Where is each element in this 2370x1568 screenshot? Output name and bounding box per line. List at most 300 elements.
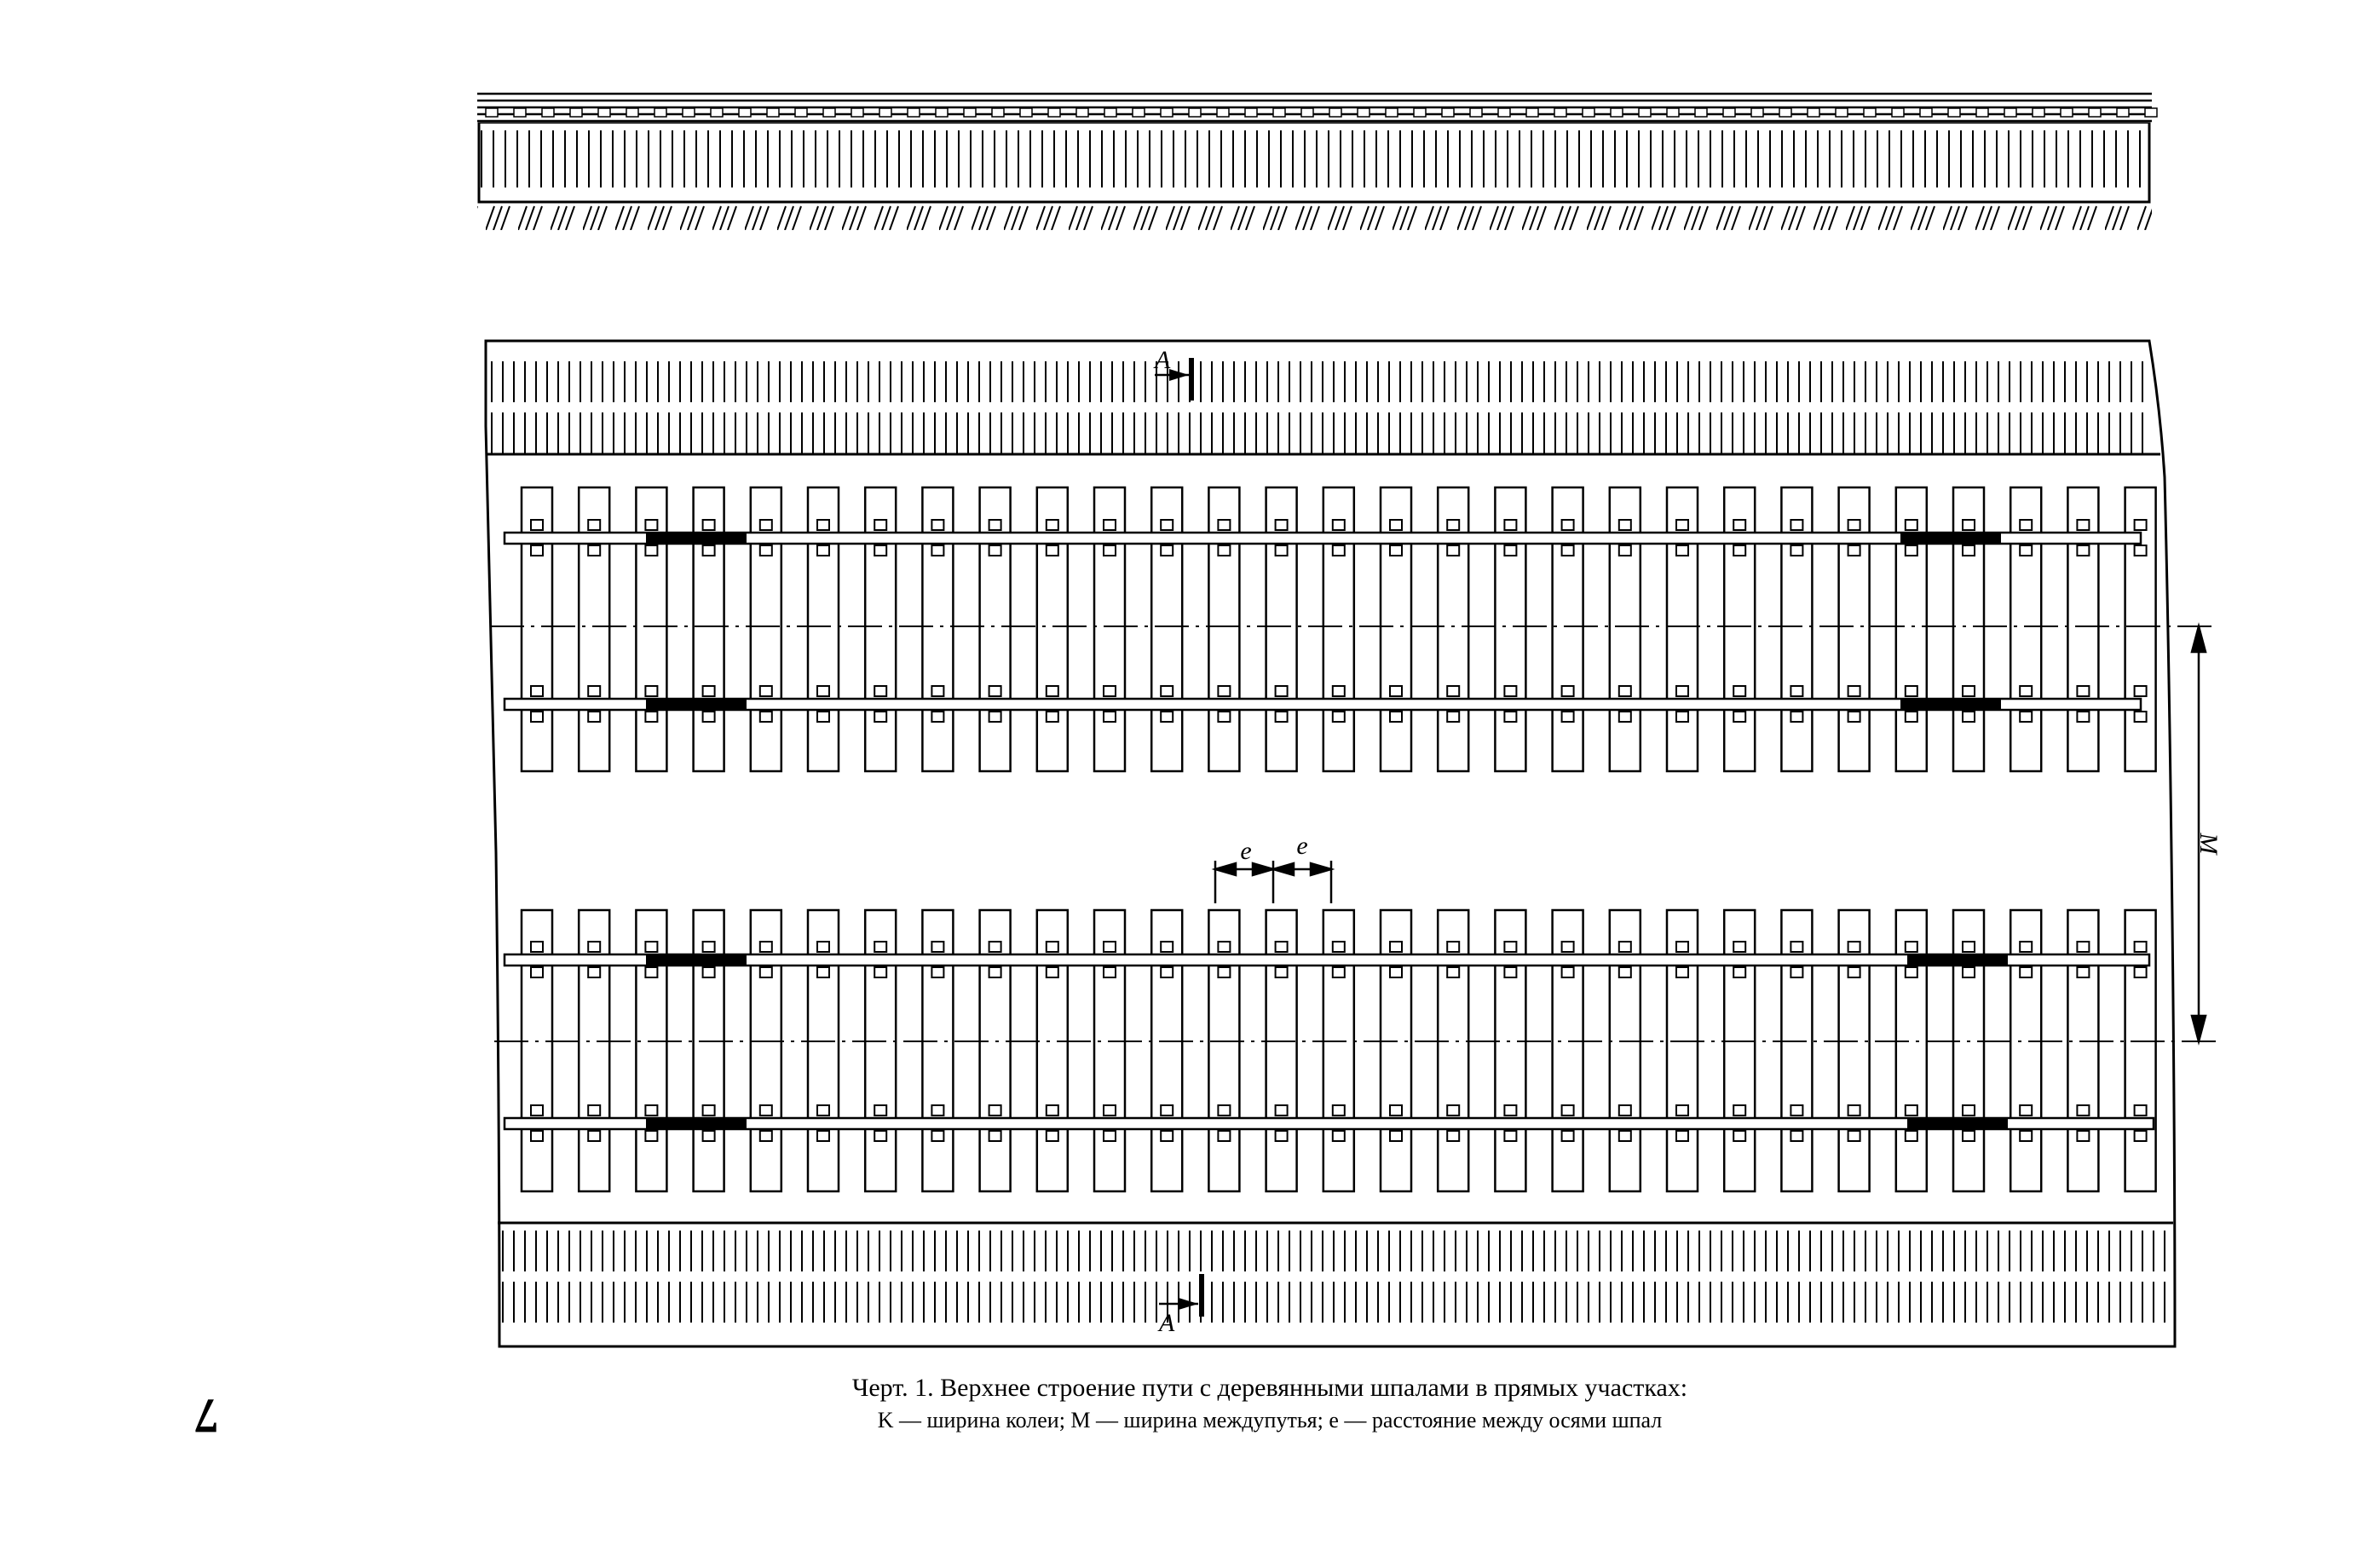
fastening	[645, 545, 657, 556]
sleeper-end	[1273, 108, 1285, 117]
fastening	[2077, 1131, 2089, 1141]
fastening	[1676, 545, 1688, 556]
sleeper-end	[1639, 108, 1651, 117]
fastening	[588, 1131, 600, 1141]
fastening	[2135, 712, 2147, 722]
fastening	[1333, 1131, 1345, 1141]
sleeper-end	[2061, 108, 2073, 117]
fastening	[2020, 1131, 2032, 1141]
fastening	[1047, 1105, 1058, 1115]
fastening	[2135, 686, 2147, 696]
sleeper-end	[2004, 108, 2016, 117]
fastening	[1333, 1105, 1345, 1115]
fastening	[2020, 712, 2032, 722]
fastening	[2135, 520, 2147, 530]
fastening	[1504, 967, 1516, 977]
fastening	[1676, 1131, 1688, 1141]
fastening	[1218, 686, 1230, 696]
fastening	[1619, 686, 1631, 696]
fastening	[1276, 1131, 1288, 1141]
sleeper-end	[1920, 108, 1932, 117]
sleeper-end	[1329, 108, 1341, 117]
fastening	[531, 1131, 543, 1141]
fastening	[1963, 520, 1975, 530]
fastening	[588, 942, 600, 952]
fastening	[1790, 967, 1802, 977]
fastening	[1906, 712, 1917, 722]
sleeper-end	[1217, 108, 1229, 117]
fastening	[588, 686, 600, 696]
fastening	[1562, 520, 1574, 530]
fastening	[1906, 942, 1917, 952]
fastening	[1276, 520, 1288, 530]
fastening	[1333, 545, 1345, 556]
fastening	[1447, 520, 1459, 530]
fastening	[703, 545, 715, 556]
fastening	[1733, 942, 1745, 952]
sleeper-end	[1358, 108, 1370, 117]
sleeper-end	[1695, 108, 1707, 117]
fastening	[1161, 967, 1173, 977]
fastening	[1047, 712, 1058, 722]
fastening	[1676, 942, 1688, 952]
fastening	[531, 520, 543, 530]
fastening	[931, 967, 943, 977]
sleeper-end	[1976, 108, 1988, 117]
fastening	[531, 712, 543, 722]
sleeper-end	[1386, 108, 1398, 117]
fastening	[588, 520, 600, 530]
sleeper-end	[598, 108, 610, 117]
fastening	[1790, 712, 1802, 722]
fastening	[645, 520, 657, 530]
sleeper-end	[1948, 108, 1960, 117]
fastening	[2077, 686, 2089, 696]
fastening	[1963, 942, 1975, 952]
fastening	[2077, 942, 2089, 952]
fastening	[1619, 1131, 1631, 1141]
sleeper-end	[1808, 108, 1819, 117]
fastening	[1504, 1105, 1516, 1115]
fastening	[1047, 942, 1058, 952]
sleeper-end	[1526, 108, 1538, 117]
fastening	[1733, 520, 1745, 530]
fastening	[1733, 712, 1745, 722]
fastening	[1906, 545, 1917, 556]
fastening	[1733, 1131, 1745, 1141]
sleeper-end	[1751, 108, 1763, 117]
fastening	[1104, 712, 1116, 722]
sleeper-end	[2033, 108, 2044, 117]
fastening	[989, 942, 1001, 952]
sleeper-end	[1723, 108, 1735, 117]
fastening	[1619, 520, 1631, 530]
fastening	[1619, 967, 1631, 977]
fastening	[1047, 967, 1058, 977]
fastening	[1906, 1105, 1917, 1115]
fastening	[703, 942, 715, 952]
fastening	[1504, 686, 1516, 696]
fastening	[1333, 942, 1345, 952]
sleeper-end	[2145, 108, 2157, 117]
fastening	[1790, 686, 1802, 696]
fastening	[703, 1131, 715, 1141]
fastening	[531, 686, 543, 696]
fastening	[1390, 942, 1402, 952]
fastening	[1104, 686, 1116, 696]
sleeper-end	[1133, 108, 1145, 117]
fastening	[1161, 545, 1173, 556]
fastening	[1963, 686, 1975, 696]
sleeper-end	[570, 108, 582, 117]
fastening	[1504, 545, 1516, 556]
fastening	[1676, 1105, 1688, 1115]
fastening	[1848, 942, 1860, 952]
figure-caption-legend: K — ширина колеи; M — ширина междупутья; e — расстояние между осями шпал	[877, 1408, 1663, 1433]
sleeper-end	[626, 108, 638, 117]
fastening	[1790, 520, 1802, 530]
fastening	[1619, 712, 1631, 722]
sleeper-end	[1020, 108, 1032, 117]
fastening	[1963, 967, 1975, 977]
sleeper-end	[739, 108, 751, 117]
fastening	[1218, 545, 1230, 556]
section-mark-top-label: A	[1155, 346, 1171, 374]
fastening	[1276, 967, 1288, 977]
fastening	[588, 712, 600, 722]
fastening	[1104, 1131, 1116, 1141]
fastening	[2020, 686, 2032, 696]
fastening	[2077, 520, 2089, 530]
sleeper-end	[1892, 108, 1904, 117]
fastening	[1218, 1105, 1230, 1115]
fastening	[1562, 967, 1574, 977]
fastening	[1047, 686, 1058, 696]
fastening	[760, 1131, 772, 1141]
fastening	[1276, 712, 1288, 722]
fastening	[2020, 942, 2032, 952]
fastening	[2020, 520, 2032, 530]
fastening	[2077, 712, 2089, 722]
fastening	[989, 520, 1001, 530]
fastening	[1447, 1131, 1459, 1141]
fastening	[931, 520, 943, 530]
sleeper-end	[1414, 108, 1426, 117]
fastening	[989, 712, 1001, 722]
fastening	[760, 686, 772, 696]
fastening	[645, 686, 657, 696]
fastening	[1906, 686, 1917, 696]
fastening	[2020, 545, 2032, 556]
sleeper-end	[683, 108, 695, 117]
fastening	[931, 712, 943, 722]
fastening	[1276, 1105, 1288, 1115]
sleeper-end	[1161, 108, 1173, 117]
sleeper-ends	[486, 108, 2157, 117]
dimension-e	[1215, 861, 1331, 903]
section-mark-bottom-label: A	[1159, 1309, 1175, 1337]
fastening	[1218, 1131, 1230, 1141]
sleeper-end	[2117, 108, 2129, 117]
sleeper-end	[1667, 108, 1679, 117]
sleeper-end	[1498, 108, 1510, 117]
sleeper-end	[964, 108, 976, 117]
sleeper-end	[1611, 108, 1623, 117]
fastening	[531, 1105, 543, 1115]
fastening	[817, 1105, 829, 1115]
sleeper-end	[908, 108, 920, 117]
fastening	[1333, 520, 1345, 530]
fastening	[1276, 545, 1288, 556]
fastening	[1390, 545, 1402, 556]
fastening	[1104, 545, 1116, 556]
fastening	[817, 686, 829, 696]
fastening	[1161, 942, 1173, 952]
sleeper-end	[1076, 108, 1088, 117]
fastening	[703, 520, 715, 530]
fastening	[1562, 942, 1574, 952]
fastening	[1447, 1105, 1459, 1115]
fastening	[1562, 686, 1574, 696]
sleeper-end	[1104, 108, 1116, 117]
fastening	[1104, 942, 1116, 952]
fastening	[1790, 1131, 1802, 1141]
fastening	[1562, 712, 1574, 722]
fastening	[1963, 1105, 1975, 1115]
fastening	[645, 942, 657, 952]
fastening	[1733, 686, 1745, 696]
fastening	[989, 1105, 1001, 1115]
sleeper-end	[514, 108, 526, 117]
fastening	[1276, 686, 1288, 696]
fastening	[760, 520, 772, 530]
fastening	[1104, 1105, 1116, 1115]
fastening	[989, 1131, 1001, 1141]
ballast-strip-top	[487, 351, 2149, 453]
track-1	[505, 487, 2156, 771]
fastening	[2135, 942, 2147, 952]
sleeper-end	[879, 108, 891, 117]
fastening	[874, 712, 886, 722]
fastening	[645, 967, 657, 977]
fastening	[2077, 545, 2089, 556]
fastening	[989, 545, 1001, 556]
fastening	[1790, 1105, 1802, 1115]
fastening	[817, 712, 829, 722]
fastening	[931, 942, 943, 952]
fastening	[1906, 1131, 1917, 1141]
fastening	[760, 712, 772, 722]
sleeper-end	[711, 108, 723, 117]
sleeper-end	[1583, 108, 1594, 117]
fastening	[1676, 686, 1688, 696]
fastening	[2077, 1105, 2089, 1115]
fastening	[1848, 967, 1860, 977]
fastening	[1161, 686, 1173, 696]
fastening	[588, 1105, 600, 1115]
fastening	[1676, 967, 1688, 977]
fastening	[1963, 545, 1975, 556]
fastening	[1218, 967, 1230, 977]
fastening	[1047, 520, 1058, 530]
fastening	[1848, 1105, 1860, 1115]
fastening	[2135, 967, 2147, 977]
fastening	[817, 520, 829, 530]
fastening	[1504, 712, 1516, 722]
fastening	[1619, 545, 1631, 556]
fastening	[1676, 520, 1688, 530]
fastening	[760, 942, 772, 952]
fastening	[1676, 712, 1688, 722]
fastening	[2135, 545, 2147, 556]
fastening	[931, 686, 943, 696]
fastening	[1218, 712, 1230, 722]
fastening	[703, 712, 715, 722]
fastening	[1390, 1131, 1402, 1141]
fastening	[1906, 520, 1917, 530]
spacing-e-label-1: e	[1240, 837, 1252, 865]
fastening	[2020, 1105, 2032, 1115]
sleeper-end	[1554, 108, 1566, 117]
sleeper-end	[1048, 108, 1060, 117]
fastening	[1562, 1131, 1574, 1141]
plan-view	[486, 341, 2223, 1346]
fastening	[1333, 967, 1345, 977]
fastening	[1963, 1131, 1975, 1141]
sleeper-end	[1470, 108, 1482, 117]
fastening	[931, 545, 943, 556]
fastening	[531, 545, 543, 556]
ground-hatching	[477, 205, 2152, 230]
fastening	[703, 967, 715, 977]
fastening	[1047, 1131, 1058, 1141]
sleeper-end	[1301, 108, 1313, 117]
fastening	[1161, 712, 1173, 722]
fastening	[1447, 942, 1459, 952]
fastening	[1333, 686, 1345, 696]
fastening	[874, 967, 886, 977]
sleeper-end	[2089, 108, 2101, 117]
fastening	[874, 686, 886, 696]
fastening	[874, 1131, 886, 1141]
spacing-e-label-2: e	[1296, 832, 1308, 860]
fastening	[1504, 942, 1516, 952]
sleeper-end	[486, 108, 498, 117]
fastening	[1047, 545, 1058, 556]
fastening	[1390, 686, 1402, 696]
sleeper-end	[1245, 108, 1257, 117]
fastening	[1276, 942, 1288, 952]
fastening	[531, 967, 543, 977]
sleeper-end	[823, 108, 835, 117]
fastening	[1218, 520, 1230, 530]
fastening	[1733, 1105, 1745, 1115]
fastening	[1447, 712, 1459, 722]
fastening	[1333, 712, 1345, 722]
fastening	[1848, 520, 1860, 530]
sleeper-end	[1779, 108, 1791, 117]
fastening	[1104, 967, 1116, 977]
fastening	[1619, 1105, 1631, 1115]
fastening	[1218, 942, 1230, 952]
fastening	[874, 942, 886, 952]
sleeper-end	[795, 108, 807, 117]
fastening	[874, 520, 886, 530]
fastening	[1161, 1105, 1173, 1115]
page-number: 7	[194, 1388, 219, 1444]
fastening	[760, 545, 772, 556]
fastening	[760, 967, 772, 977]
fastening	[1848, 686, 1860, 696]
fastening	[1790, 942, 1802, 952]
fastening	[1161, 520, 1173, 530]
fastening	[931, 1105, 943, 1115]
fastening	[1390, 1105, 1402, 1115]
fastening	[1963, 712, 1975, 722]
fastening	[703, 1105, 715, 1115]
fastening	[817, 1131, 829, 1141]
fastening	[531, 942, 543, 952]
fastening	[2077, 967, 2089, 977]
fastening	[1390, 520, 1402, 530]
ballast-strip-bottom	[499, 1229, 2171, 1329]
fastening	[588, 967, 600, 977]
fastening	[645, 1105, 657, 1115]
track-2	[505, 910, 2156, 1191]
sleeper-end	[936, 108, 948, 117]
fastening	[1447, 686, 1459, 696]
fastening	[817, 967, 829, 977]
fastening	[817, 942, 829, 952]
sleeper-end	[1442, 108, 1454, 117]
sleeper-end	[542, 108, 554, 117]
fastening	[2135, 1105, 2147, 1115]
fastening	[1161, 1131, 1173, 1141]
fastening	[817, 545, 829, 556]
fastening	[1848, 545, 1860, 556]
fastening	[1848, 1131, 1860, 1141]
fastening	[1504, 520, 1516, 530]
sleeper-end	[1836, 108, 1848, 117]
fastening	[1562, 545, 1574, 556]
sleeper-end	[992, 108, 1004, 117]
fastening	[645, 712, 657, 722]
side-elevation	[477, 94, 2157, 230]
fastening	[931, 1131, 943, 1141]
sleeper-end	[1864, 108, 1876, 117]
fastening	[1848, 712, 1860, 722]
fastening	[703, 686, 715, 696]
sleeper-end	[851, 108, 863, 117]
fastening	[1504, 1131, 1516, 1141]
fastening	[645, 1131, 657, 1141]
fastening	[1562, 1105, 1574, 1115]
fastening	[989, 686, 1001, 696]
fastening	[1733, 967, 1745, 977]
fastening	[2135, 1131, 2147, 1141]
fastening	[1906, 967, 1917, 977]
fastening	[874, 1105, 886, 1115]
fastening	[1447, 545, 1459, 556]
fastening	[874, 545, 886, 556]
sleeper-end	[767, 108, 779, 117]
fastening	[1447, 967, 1459, 977]
fastening	[1390, 967, 1402, 977]
sleeper-end	[1189, 108, 1201, 117]
fastening	[1104, 520, 1116, 530]
fastening	[989, 967, 1001, 977]
fastening	[1790, 545, 1802, 556]
